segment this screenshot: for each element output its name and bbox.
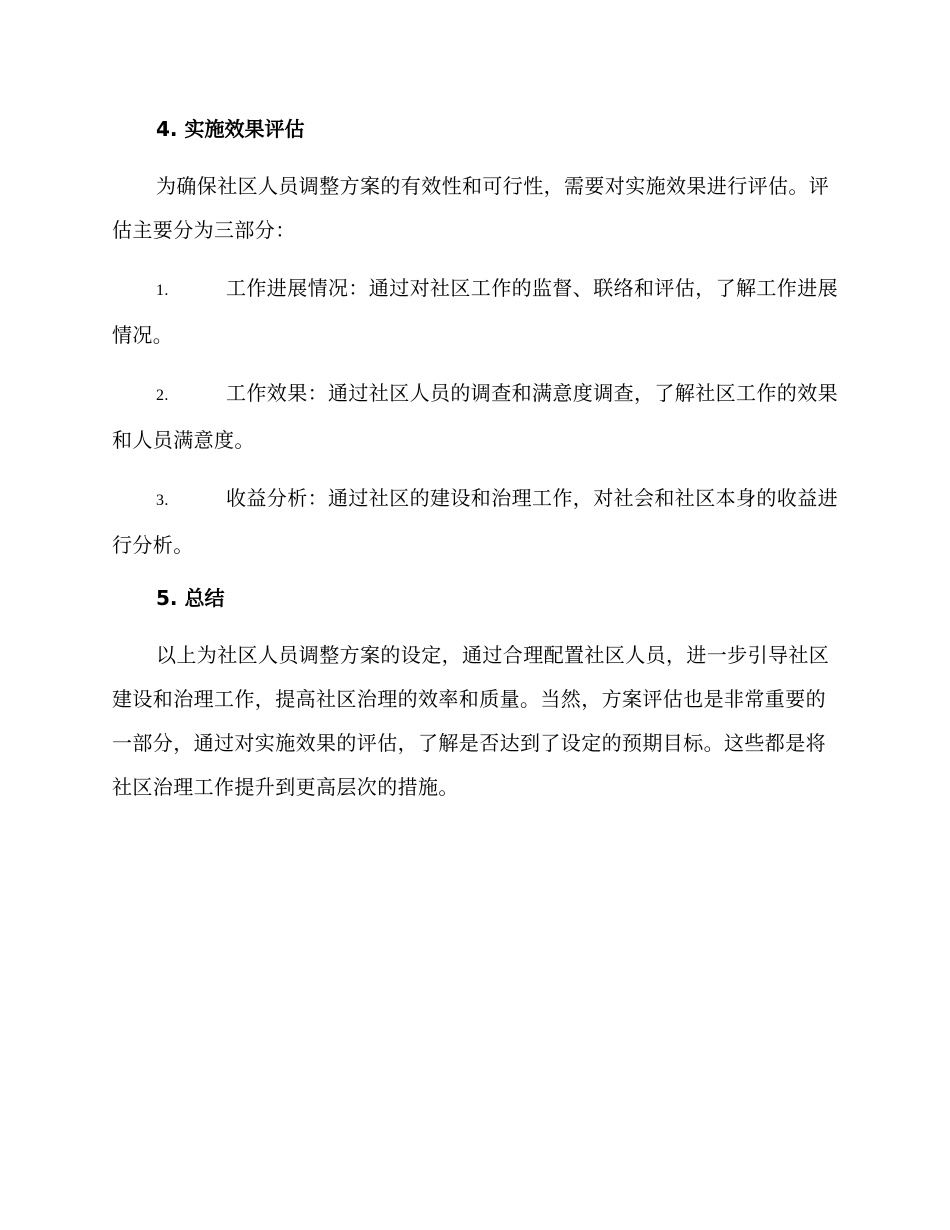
list-item-effect — [112, 371, 838, 462]
list-number: 3. — [156, 492, 169, 509]
section-heading-evaluation: 4. 实施效果评估 — [156, 117, 305, 141]
summary-paragraph: 以上为社区人员调整方案的设定，通过合理配置社区人员，进一步引导社区建设和治理工作，提高社区治理的效率和质量。当然，方案评估也是非常重要的一部分，通过对实施效果的评估，了解是否达到了设定的预期目标。这些都是将社区治理工作提升到更高层次的措施。 — [112, 643, 830, 799]
list-item-benefit — [112, 476, 838, 567]
list-item-text: 收益分析：通过社区的建设和治理工作，对社会和社区本身的收益进行分析。 — [112, 486, 838, 557]
list-number: 1. — [156, 282, 169, 299]
document-content — [112, 112, 838, 823]
list-item-progress — [112, 266, 838, 357]
list-item-text: 工作效果：通过社区人员的调查和满意度调查，了解社区工作的效果和人员满意度。 — [112, 381, 838, 452]
section-heading-summary: 5. 总结 — [156, 586, 225, 610]
list-number: 2. — [156, 387, 169, 404]
list-item-text: 工作进展情况：通过对社区工作的监督、联络和评估，了解工作进展情况。 — [112, 276, 838, 347]
evaluation-intro-paragraph: 为确保社区人员调整方案的有效性和可行性，需要对实施效果进行评估。评估主要分为三部分： — [112, 174, 830, 242]
